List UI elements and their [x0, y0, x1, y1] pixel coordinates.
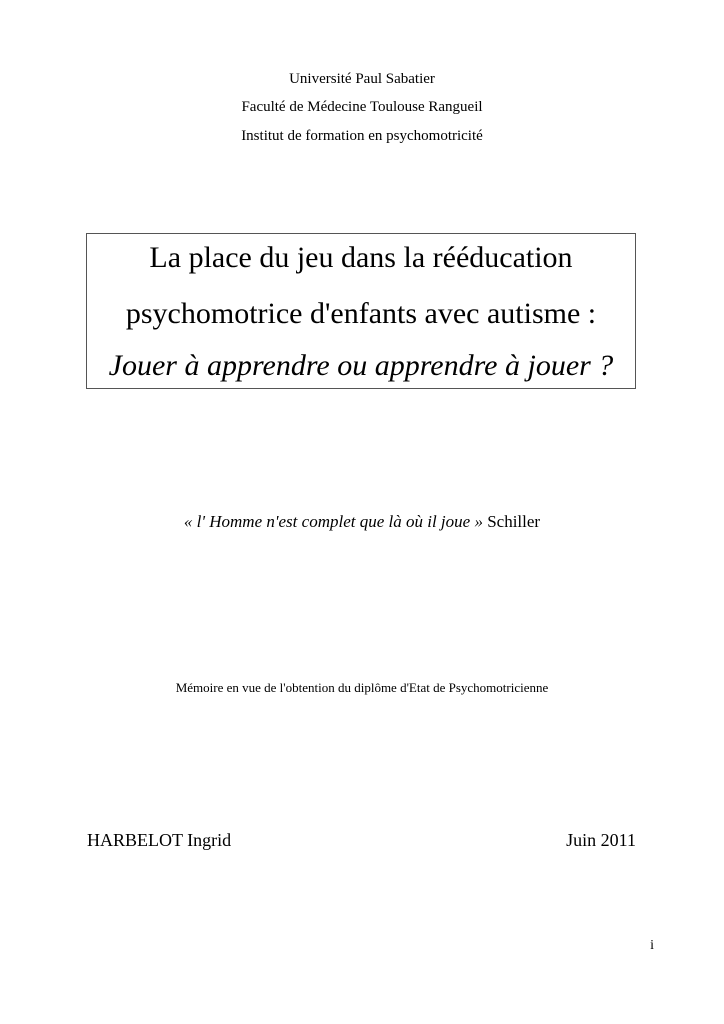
- quote-author: Schiller: [482, 512, 541, 531]
- submission-date: Juin 2011: [566, 830, 636, 850]
- author-name: HARBELOT Ingrid: [87, 830, 232, 850]
- faculty-name: Faculté de Médecine Toulouse Rangueil: [241, 99, 483, 115]
- university-name: Université Paul Sabatier: [289, 71, 435, 87]
- page-number: i: [650, 938, 654, 953]
- title-box: [86, 233, 636, 389]
- memoire-statement: Mémoire en vue de l'obtention du diplôme d'Etat de Psychomotricienne: [175, 680, 549, 695]
- quote-text: « l' Homme n'est complet que là où il joue »: [183, 512, 483, 531]
- title-subtitle: Jouer à apprendre ou apprendre à jouer ?: [108, 349, 614, 382]
- institute-name: Institut de formation en psychomotricité: [241, 128, 483, 144]
- epigraph-quote: [0, 512, 724, 532]
- title-line-1: La place du jeu dans la rééducation: [149, 241, 573, 274]
- title-line-2: psychomotrice d'enfants avec autisme :: [125, 297, 597, 330]
